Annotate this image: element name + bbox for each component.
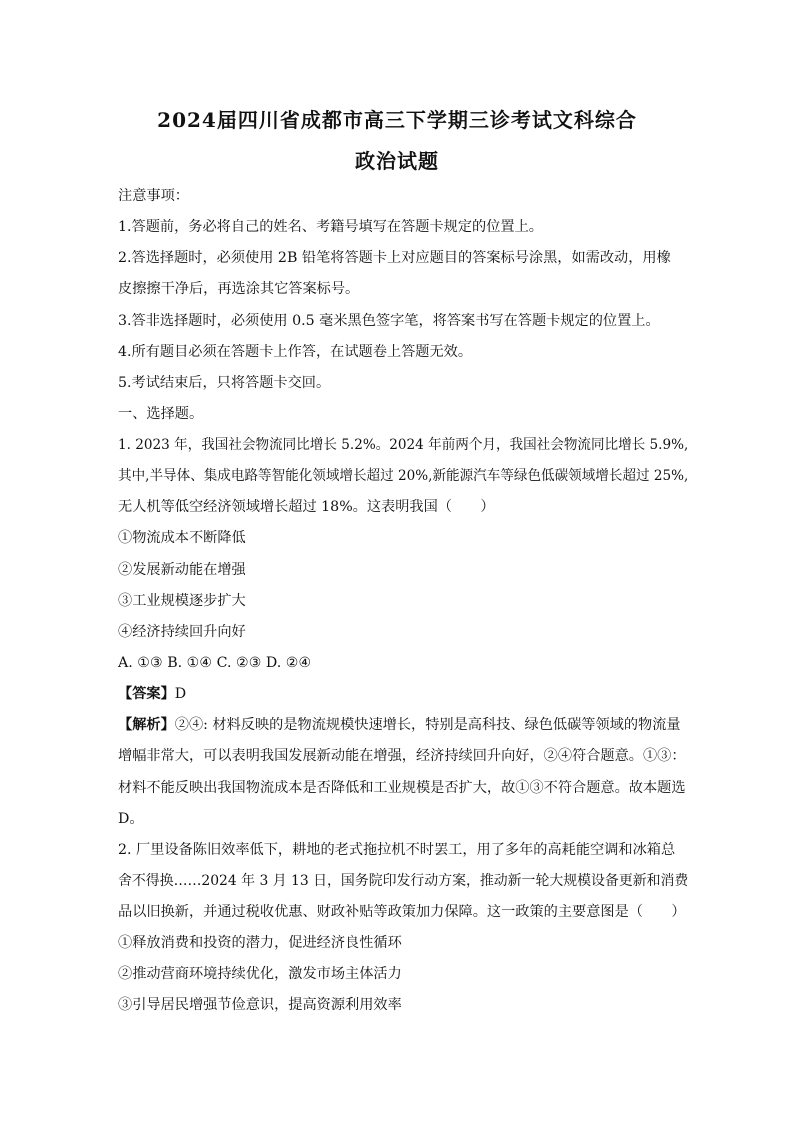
notice-item: 3.答非选择题时，必须使用 0.5 毫米黑色签字笔，将答案书写在答题卡规定的位置上。 xyxy=(118,313,660,329)
q1-answer xyxy=(118,684,688,704)
analysis-label: 【解析】 xyxy=(118,717,175,733)
analysis-line: D。 xyxy=(118,811,144,827)
q2-option: ①释放消费和投资的潜力，促进经济良性循环 xyxy=(118,935,402,951)
answer-label: 【答案】 xyxy=(118,686,175,702)
q1-stem-line: 1. 2023 年，我国社会物流同比增长 5.2%。2024 年前两个月，我国社会物流同比增长 5.9%, xyxy=(118,437,689,453)
document-subtitle: 政治试题 xyxy=(355,149,439,173)
notice-item: 4.所有题目必须在答题卡上作答，在试题卷上答题无效。 xyxy=(118,344,473,360)
notice-item: 5.考试结束后，只将答题卡交回。 xyxy=(118,375,331,391)
q1-choices: A. ①③ B. ①④ C. ②③ D. ②④ xyxy=(118,655,312,671)
analysis-line: 增幅非常大，可以表明我国发展新动能在增强，经济持续回升向好，②④符合题意。①③： xyxy=(118,748,686,764)
q1-option: ④经济持续回升向好 xyxy=(118,624,246,640)
section-title: 一、选择题。 xyxy=(118,406,204,422)
answer-value: D xyxy=(174,686,187,702)
analysis-line: ②④: 材料反映的是物流规模快速增长，特别是高科技、绿色低碳等领域的物流量 xyxy=(174,717,681,733)
notice-item: 皮擦擦干净后，再选涂其它答案标号。 xyxy=(118,281,360,297)
q2-stem-line: 2. 厂里设备陈旧效率低下，耕地的老式拖拉机不时罢工，用了多年的高耗能空调和冰箱总 xyxy=(118,842,676,858)
q2-option: ③引导居民增强节俭意识，提高资源利用效率 xyxy=(118,997,402,1013)
q1-option: ①物流成本不断降低 xyxy=(118,530,246,546)
analysis-line: 材料不能反映出我国物流成本是否降低和工业规模是否扩大，故①③不符合题意。故本题选 xyxy=(118,780,686,796)
notice-item: 2.答选择题时，必须使用 2B 铅笔将答题卡上对应题目的答案标号涂黑，如需改动，用橡 xyxy=(118,250,671,266)
q2-stem-line: 品以旧换新，并通过税收优惠、财政补贴等政策加力保障。这一政策的主要意图是（ ） xyxy=(118,904,686,920)
q1-option: ③工业规模逐步扩大 xyxy=(118,593,246,609)
q1-stem-line: 无人机等低空经济领域增长超过 18%。这表明我国（ ） xyxy=(118,499,495,515)
q2-stem-line: 舍不得换……2024 年 3 月 13 日，国务院印发行动方案，推动新一轮大规模设备更新和消费 xyxy=(118,873,689,889)
q1-analysis xyxy=(118,715,688,735)
q1-option: ②发展新动能在增强 xyxy=(118,562,246,578)
q2-option: ②推动营商环境持续优化，激发市场主体活力 xyxy=(118,966,402,982)
notice-item: 1.答题前，务必将自己的姓名、考籍号填写在答题卡规定的位置上。 xyxy=(118,219,543,235)
document-title: 2024届四川省成都市高三下学期三诊考试文科综合 xyxy=(157,108,637,132)
q1-stem-line: 其中,半导体、集成电路等智能化领域增长超过 20%,新能源汽车等绿色低碳领域增长超过 25%, xyxy=(118,468,689,484)
notice-heading: 注意事项： xyxy=(118,188,189,204)
